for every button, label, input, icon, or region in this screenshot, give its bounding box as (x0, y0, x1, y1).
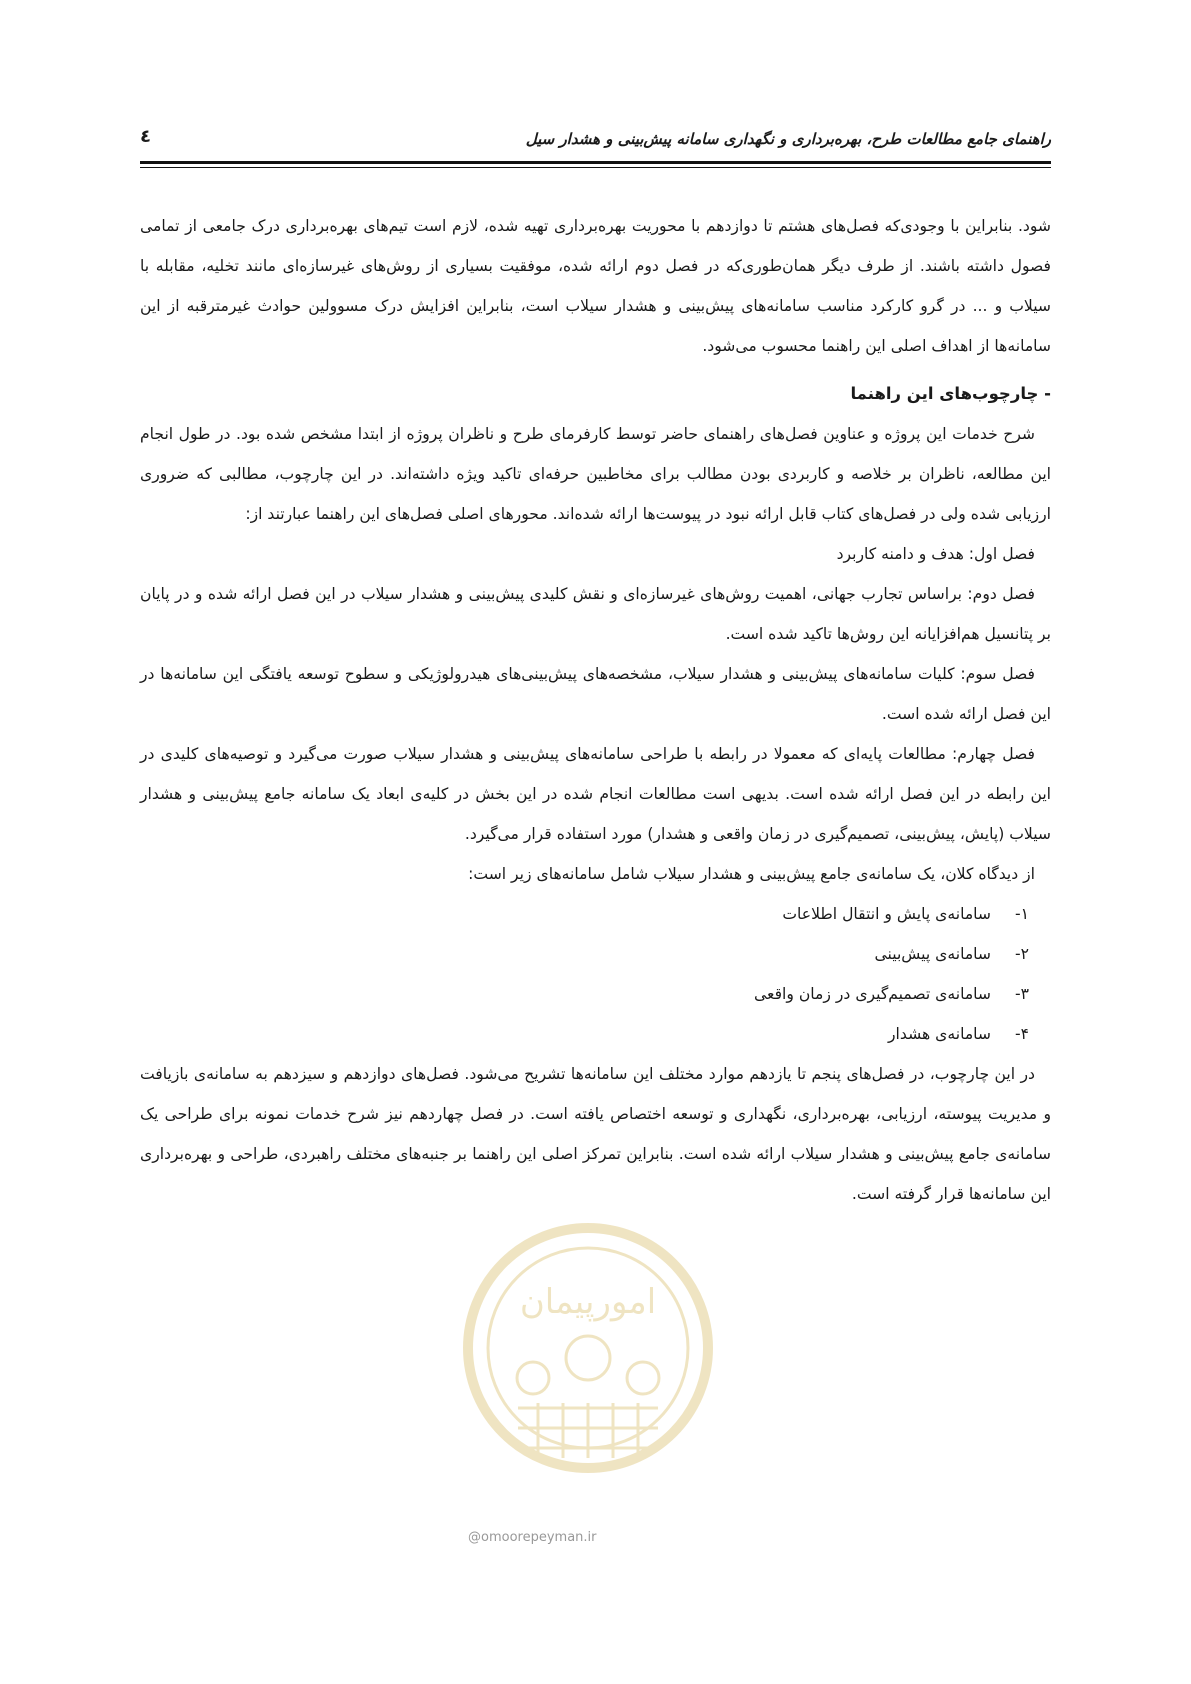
paragraph-conclusion: در این چارچوب، در فصل‌های پنجم تا یازدهم موارد مختلف این سامانه‌ها تشریح می‌شود. فصل‌های دوازدهم و سیزدهم به سامانه‌ی بازیافت و مدیریت پیوسته، ارزیابی، بهره‌برداری، نگهداری و توسعه اختصاص یافته است. در فصل چهاردهم نیز شرح خدمات نمونه برای طراحی یک سامانه‌ی جامع پیش‌بینی و هشدار سیلاب ارائه شده است. بنابراین تمرکز اصلی این راهنما بر جنبه‌های مختلف راهبردی، طراحی و بهره‌برداری این سامانه‌ها قرار گرفته است. (140, 1065, 1051, 1203)
running-title: راهنمای جامع مطالعات طرح، بهره‌برداری و نگهداری سامانه پیش‌بینی و هشدار سیل (525, 130, 1051, 148)
header-rule-thin (140, 167, 1051, 168)
list-item (140, 1014, 1051, 1054)
watermark-logo (458, 1218, 718, 1518)
list-text: سامانه‌ی هشدار (888, 1025, 991, 1043)
list-text: سامانه‌ی پایش و انتقال اطلاعات (782, 905, 991, 923)
list-text: سامانه‌ی تصمیم‌گیری در زمان واقعی (754, 985, 991, 1003)
chapter-2: فصل دوم: براساس تجارب جهانی، اهمیت روش‌های غیرسازه‌ای و نقش کلیدی پیش‌بینی و هشدار سیلاب در این فصل ارائه شده و در پایان بر پتانسیل هم‌افزایانه این روش‌ها تاکید شده است. (140, 585, 1051, 643)
chapter-1: فصل اول: هدف و دامنه کاربرد (836, 545, 1035, 563)
list-item (140, 974, 1051, 1014)
list-number: ٢- (1014, 945, 1029, 963)
list-item (140, 934, 1051, 974)
paragraph-frameworks: شرح خدمات این پروژه و عناوین فصل‌های راهنمای حاضر توسط کارفرمای طرح و ناظران پروژه از ابتدا مشخص شده بود. در طول انجام این مطالعه، ناظران بر خلاصه و کاربردی بودن مطالب برای مخاطبین حرفه‌ای تاکید ویژه داشته‌اند. در این چارچوب، مطالبی که ضروری ارزیابی شده ولی در فصل‌های کتاب قابل ارائه نبود در پیوست‌ها ارائه شده‌اند. محورهای اصلی فصل‌های این راهنما عبارتند از: (140, 425, 1051, 523)
paragraph-intro: شود. بنابراین با وجودی‌که فصل‌های هشتم تا دوازدهم با محوریت بهره‌برداری تهیه شده، لازم است تیم‌های بهره‌برداری درک جامعی از تمامی فصول داشته باشند. از طرف دیگر همان‌طوری‌که در فصل دوم ارائه شده، موفقیت بسیاری از روش‌های غیرسازه‌ای مانند تخلیه، مقابله با سیلاب و ... در گرو کارکرد مناسب سامانه‌های پیش‌بینی و هشدار سیلاب است، بنابراین افزایش درک مسوولین حوادث غیرمترقبه از این سامانه‌ها از اهداف اصلی این راهنما محسوب می‌شود. (140, 217, 1051, 355)
list-item (140, 894, 1051, 934)
list-text: سامانه‌ی پیش‌بینی (874, 945, 991, 963)
chapter-3: فصل سوم: کلیات سامانه‌های پیش‌بینی و هشدار سیلاب، مشخصه‌های پیش‌بینی‌های هیدرولوژیکی و سطوح توسعه یافتگی این سامانه‌ها در این فصل ارائه شده است. (140, 665, 1051, 723)
list-intro: از دیدگاه کلان، یک سامانه‌ی جامع پیش‌بینی و هشدار سیلاب شامل سامانه‌های زیر است: (468, 865, 1035, 883)
page-header (140, 120, 1051, 160)
list-number: ٣- (1014, 985, 1029, 1003)
list-number: ١- (1014, 905, 1029, 923)
body-text (140, 206, 1051, 1214)
list-number: ۴- (1014, 1025, 1029, 1043)
page-number: ٤ (140, 126, 151, 147)
system-list (140, 894, 1051, 1054)
chapter-4: فصل چهارم: مطالعات پایه‌ای که معمولا در رابطه با طراحی سامانه‌های پیش‌بینی و هشدار سیلاب صورت می‌گیرد و توصیه‌های کلیدی در این رابطه در این فصل ارائه شده است. بدیهی است مطالعات انجام شده در این بخش در کلیه‌ی ابعاد یک سامانه جامع پیش‌بینی و هشدار سیلاب (پایش، پیش‌بینی، تصمیم‌گیری در زمان واقعی و هشدار) مورد استفاده قرار می‌گیرد. (140, 745, 1051, 843)
section-heading: - چارچوب‌های این راهنما (850, 384, 1051, 403)
watermark-logo-text: امورپیمان (519, 1282, 657, 1322)
header-rule-thick (140, 161, 1051, 164)
watermark-url: @omoorepeyman.ir (468, 1530, 597, 1545)
